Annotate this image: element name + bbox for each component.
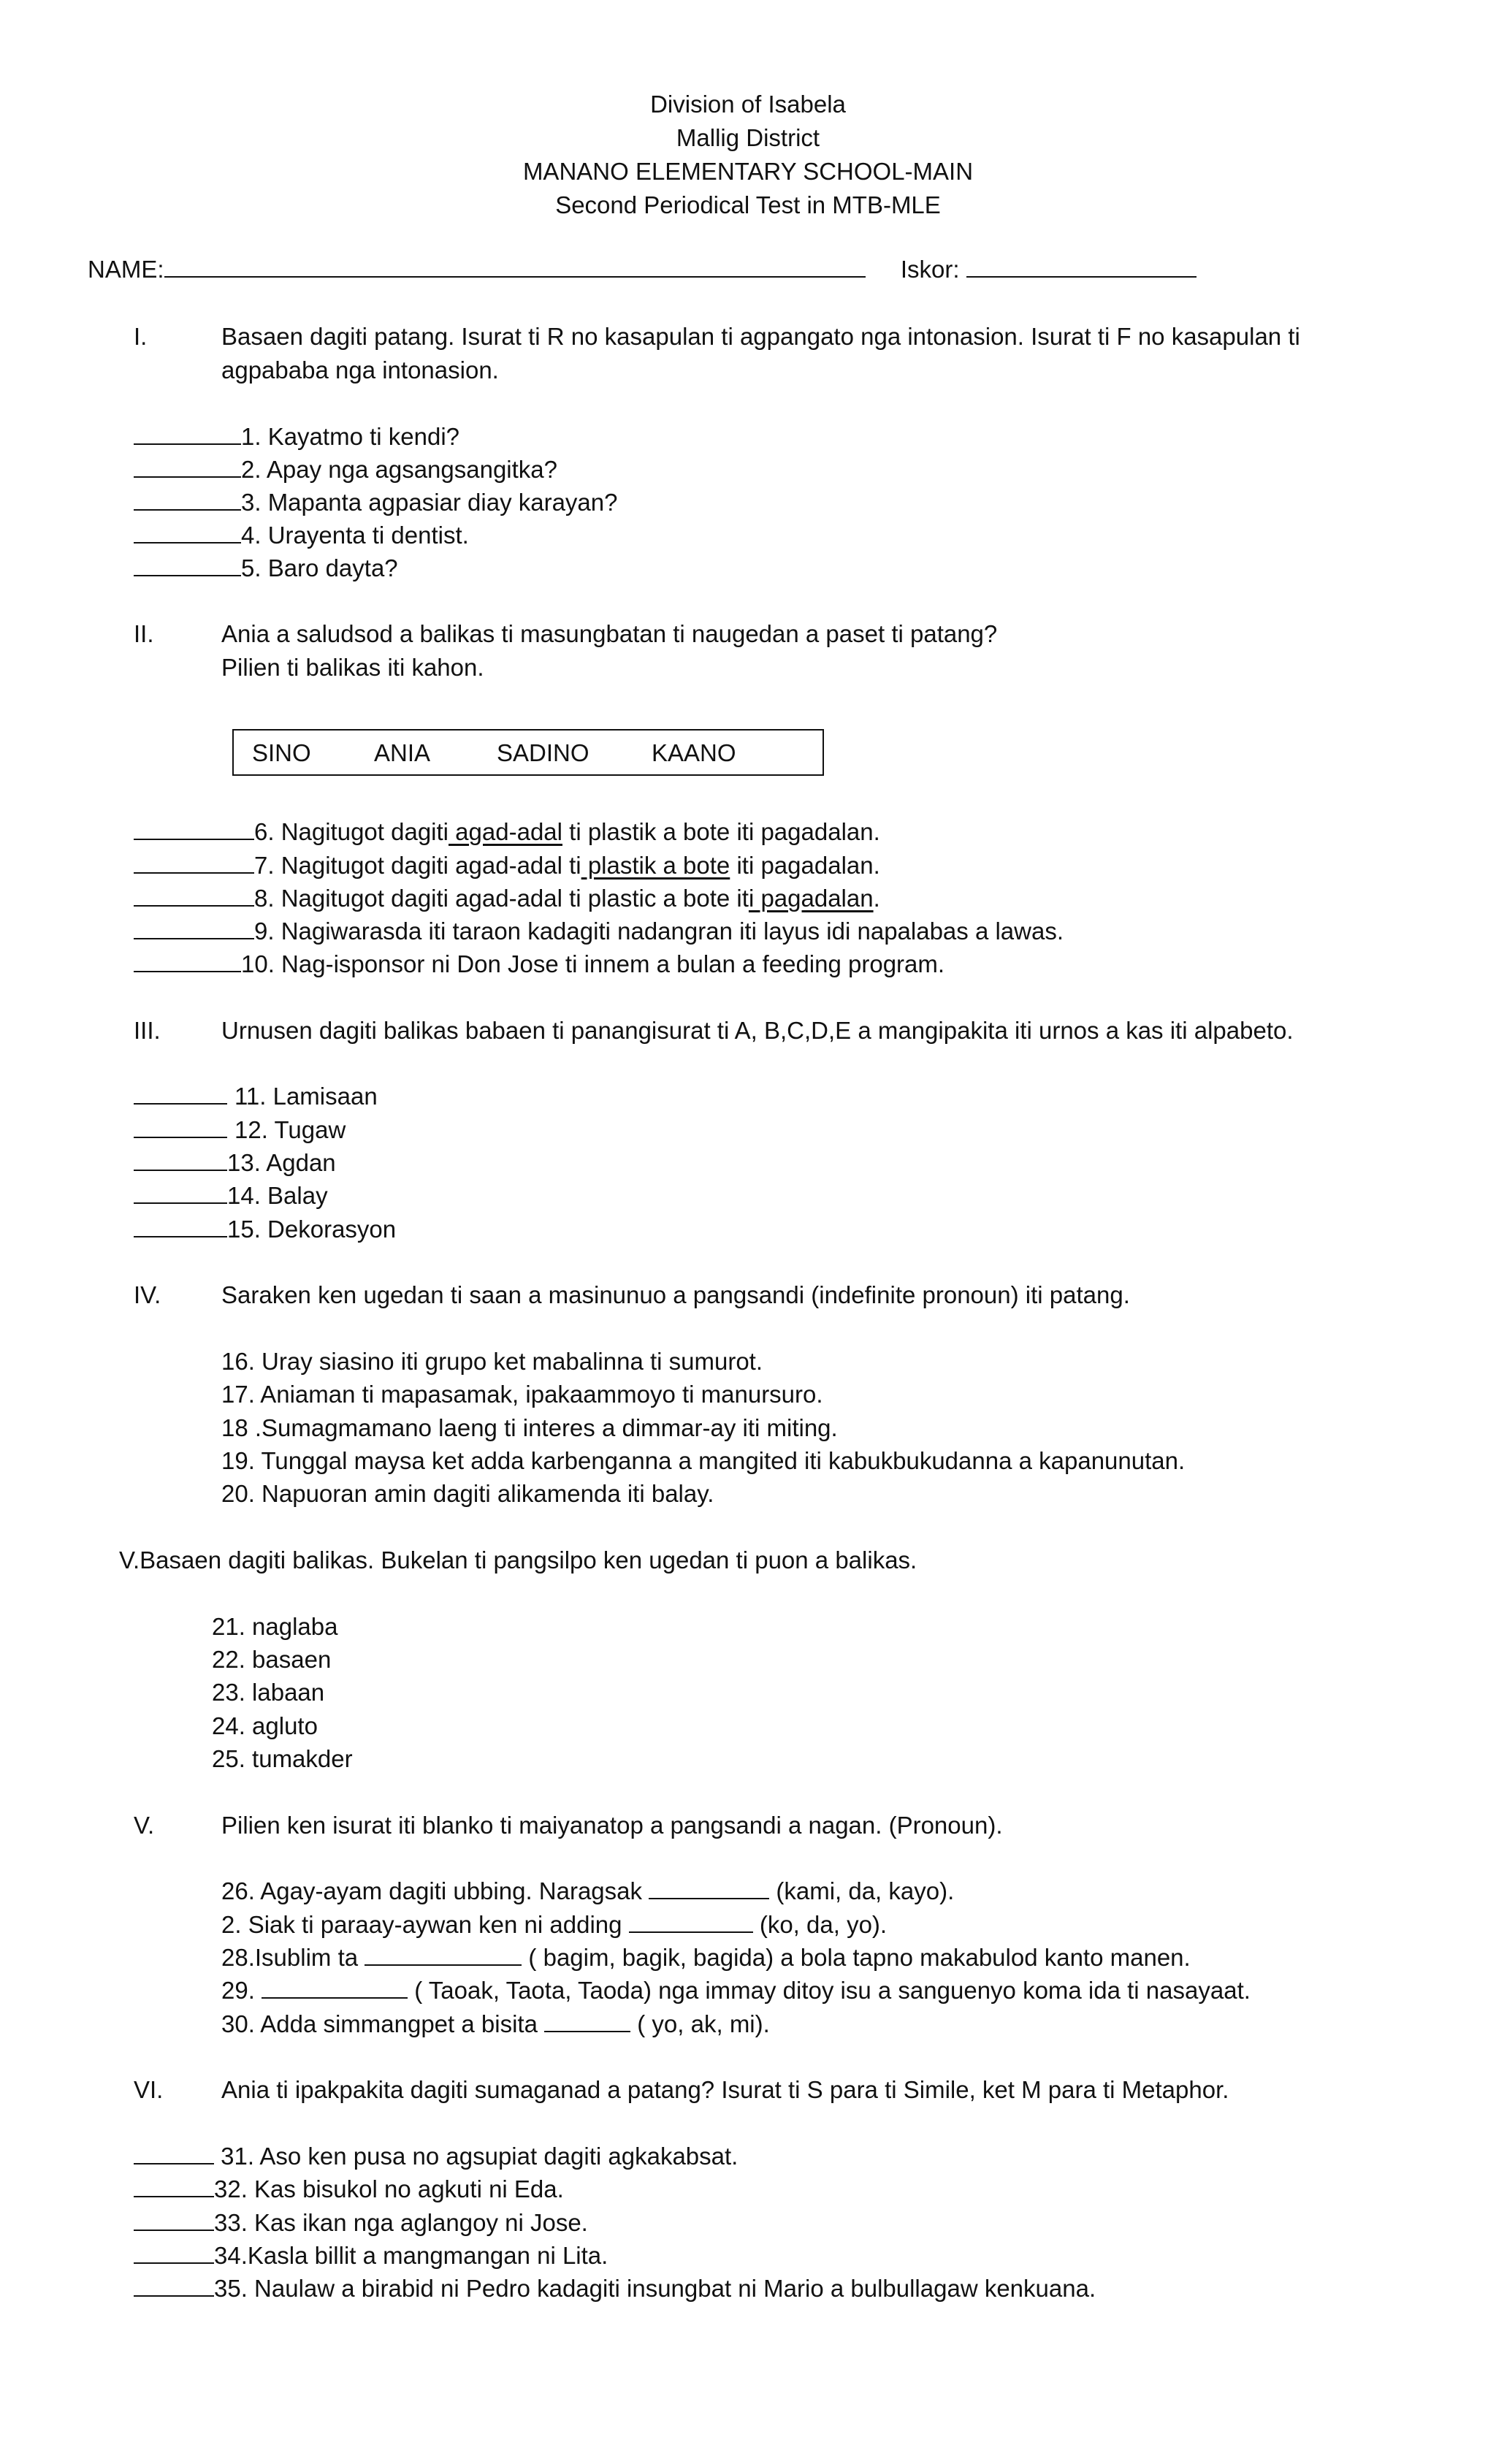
list-item: 13. Agdan [134, 1146, 336, 1180]
list-item: 16. Uray siasino iti grupo ket mabalinna ti sumurot. [221, 1348, 763, 1375]
section-3-instruction: Urnusen dagiti balikas babaen ti panangisurat ti A, B,C,D,E a mangipakita iti urnos a kas iti alpabeto. [221, 1017, 1294, 1044]
list-item: 14. Balay [134, 1179, 328, 1213]
list-item: 6. Nagitugot dagiti agad-adal ti plastik a bote iti pagadalan. [134, 815, 880, 849]
answer-blank[interactable] [649, 1876, 769, 1899]
section-7-number: VI. [134, 2076, 164, 2103]
answer-blank[interactable] [134, 1081, 227, 1105]
list-item: 35. Naulaw a birabid ni Pedro kadagiti insungbat ni Mario a bulbullagaw kenkuana. [134, 2272, 1096, 2305]
list-item: 32. Kas bisukol no agkuti ni Eda. [134, 2173, 564, 2206]
answer-blank[interactable] [134, 2273, 214, 2297]
school-name: MANANO ELEMENTARY SCHOOL-MAIN [522, 158, 974, 185]
score-label: Iskor: [900, 256, 960, 283]
answer-blank[interactable] [262, 1975, 408, 1999]
test-title: Second Periodical Test in MTB-MLE [555, 191, 941, 218]
list-item: 11. Lamisaan [134, 1080, 378, 1113]
list-item: 2. Siak ti paraay-aywan ken ni adding (ko, da, yo). [221, 1911, 888, 1938]
list-item: 19. Tunggal maysa ket adda karbenganna a mangited iti kabukbukudanna a kapanunutan. [221, 1447, 1186, 1474]
answer-blank[interactable] [134, 916, 254, 939]
list-item: 1. Kayatmo ti kendi? [134, 420, 459, 454]
name-label: NAME: [88, 256, 164, 283]
section-4-instruction: Saraken ken ugedan ti saan a masinunuo a pangsandi (indefinite pronoun) iti patang. [221, 1281, 1130, 1308]
choice-ania: ANIA [374, 739, 431, 766]
list-item: 29. ( Taoak, Taota, Taoda) nga immay ditoy isu a sanguenyo koma ida ti nasayaat. [221, 1977, 1251, 2004]
answer-blank[interactable] [134, 2174, 214, 2197]
list-item: 22. basaen [212, 1646, 332, 1673]
list-item: 9. Nagiwarasda iti taraon kadagiti nadangran iti layus idi napalabas a lawas. [134, 915, 1064, 948]
district-line: Mallig District [676, 124, 820, 151]
section-7-instruction: Ania ti ipakpakita dagiti sumaganad a patang? Isurat ti S para ti Simile, ket M para ti Metaphor. [221, 2076, 1229, 2103]
list-item: 15. Dekorasyon [134, 1213, 396, 1246]
section-4-number: IV. [134, 1281, 161, 1308]
list-item: 17. Aniaman ti mapasamak, ipakaammoyo ti manursuro. [221, 1381, 823, 1408]
answer-blank[interactable] [365, 1942, 522, 1966]
name-score-row [88, 253, 1227, 286]
choice-sino: SINO [252, 739, 311, 766]
name-blank[interactable] [164, 254, 866, 278]
list-item: 10. Nag-isponsor ni Don Jose ti innem a bulan a feeding program. [134, 947, 944, 981]
section-6-instruction: Pilien ken isurat iti blanko ti maiyanatop a pangsandi a nagan. (Pronoun). [221, 1812, 1003, 1839]
instruction-line: agpababa nga intonasion. [221, 356, 499, 384]
section-5-instruction: V.Basaen dagiti balikas. Bukelan ti pangsilpo ken ugedan ti puon a balikas. [119, 1546, 917, 1574]
list-item: 24. agluto [212, 1712, 318, 1739]
answer-blank[interactable] [134, 1180, 227, 1204]
answer-blank[interactable] [134, 454, 241, 478]
list-item: 7. Nagitugot dagiti agad-adal ti plastik a bote iti pagadalan. [134, 849, 880, 882]
list-item: 2. Apay nga agsangsangitka? [134, 453, 557, 487]
list-item: 23. labaan [212, 1679, 325, 1706]
list-item: 28.Isublim ta ( bagim, bagik, bagida) a bola tapno makabulod kanto manen. [221, 1944, 1191, 1971]
answer-blank[interactable] [134, 850, 254, 874]
list-item: 26. Agay-ayam dagiti ubbing. Naragsak (kami, da, kayo). [221, 1877, 955, 1904]
choice-sadino: SADINO [497, 739, 589, 766]
list-item: 5. Baro dayta? [134, 552, 398, 585]
answer-blank[interactable] [134, 2208, 214, 2231]
list-item: 18 .Sumagmamano laeng ti interes a dimmar-ay iti miting. [221, 1414, 838, 1441]
list-item: 30. Adda simmangpet a bisita ( yo, ak, mi). [221, 2010, 770, 2037]
answer-blank[interactable] [134, 487, 241, 511]
instruction-line: Pilien ti balikas iti kahon. [221, 654, 484, 681]
choices-box [232, 729, 824, 776]
division-line: Division of Isabela [650, 91, 846, 118]
underlined-phrase: plastik a bote [581, 852, 730, 879]
answer-blank[interactable] [134, 949, 241, 972]
section-6-number: V. [134, 1812, 155, 1839]
list-item: 25. tumakder [212, 1745, 353, 1772]
answer-blank[interactable] [134, 553, 241, 576]
answer-blank[interactable] [134, 520, 241, 543]
answer-blank[interactable] [134, 2240, 214, 2264]
list-item: 31. Aso ken pusa no agsupiat dagiti agkakabsat. [134, 2140, 738, 2173]
instruction-line: Ania a saludsod a balikas ti masungbatan ti naugedan a paset ti patang? [221, 620, 998, 647]
instruction-line: Basaen dagiti patang. Isurat ti R no kasapulan ti agpangato nga intonasion. Isurat ti F no kasapulan ti [221, 323, 1300, 350]
list-item: 4. Urayenta ti dentist. [134, 519, 469, 552]
list-item: 12. Tugaw [134, 1113, 346, 1147]
answer-blank[interactable] [134, 817, 254, 840]
underlined-phrase: i pagadalan [748, 885, 874, 912]
answer-blank[interactable] [134, 883, 254, 907]
list-item: 33. Kas ikan nga aglangoy ni Jose. [134, 2206, 588, 2240]
answer-blank[interactable] [134, 1115, 227, 1138]
list-item: 3. Mapanta agpasiar diay karayan? [134, 486, 618, 519]
choice-kaano: KAANO [652, 739, 736, 766]
answer-blank[interactable] [134, 2141, 214, 2164]
section-1-instruction [221, 320, 1361, 387]
list-item: 34.Kasla billit a mangmangan ni Lita. [134, 2239, 608, 2273]
section-1-number: I. [134, 323, 148, 350]
section-3-number: III. [134, 1017, 161, 1044]
document-header [0, 88, 1496, 222]
section-2-number: II. [134, 620, 154, 647]
answer-blank[interactable] [629, 1910, 753, 1933]
answer-blank[interactable] [544, 2009, 630, 2032]
answer-blank[interactable] [134, 1148, 227, 1171]
list-item: 8. Nagitugot dagiti agad-adal ti plastic a bote iti pagadalan. [134, 882, 880, 915]
list-item: 20. Napuoran amin dagiti alikamenda iti balay. [221, 1480, 714, 1507]
section-2-instruction [221, 617, 1361, 684]
underlined-phrase: agad-adal [449, 818, 562, 845]
answer-blank[interactable] [134, 422, 241, 445]
answer-blank[interactable] [134, 1214, 227, 1237]
list-item: 21. naglaba [212, 1613, 338, 1640]
score-blank[interactable] [966, 254, 1197, 278]
